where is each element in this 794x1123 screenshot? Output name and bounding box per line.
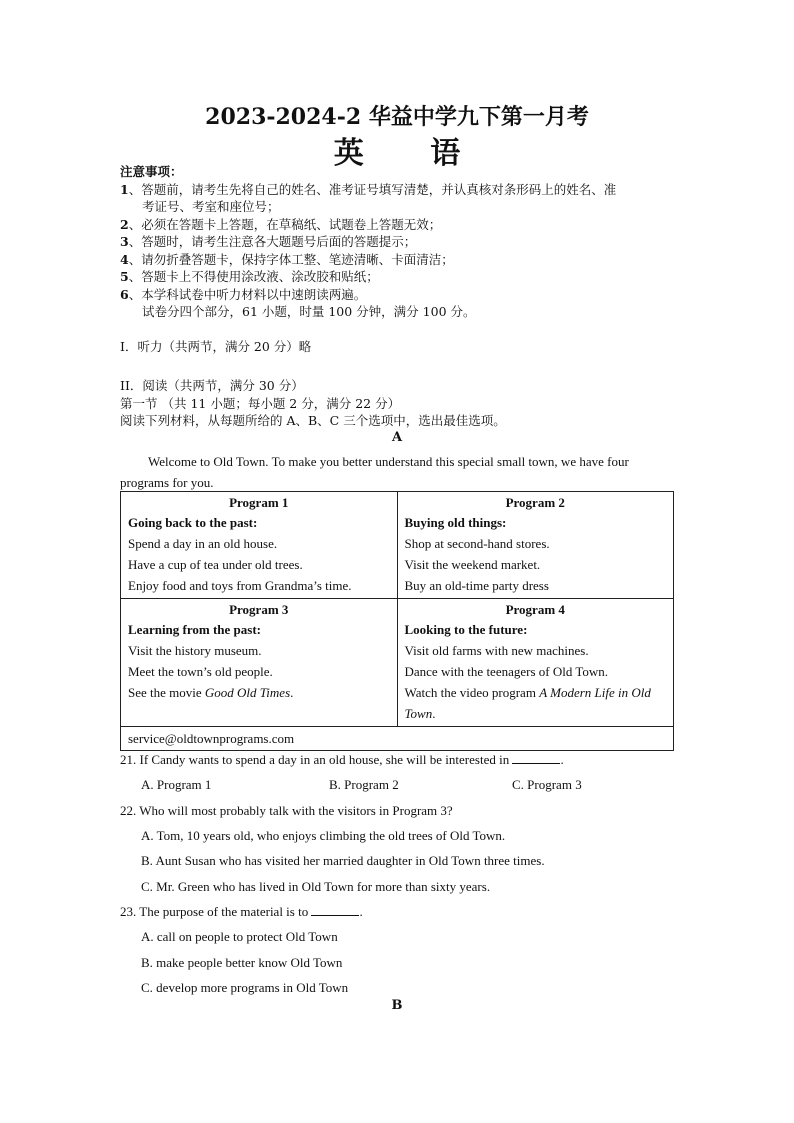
- program-subtitle: Buying old things:: [404, 515, 507, 530]
- program-cell: [397, 599, 674, 727]
- program-line: Meet the town’s old people.: [128, 664, 273, 679]
- note-number: 6: [120, 286, 129, 302]
- program-title: Program 3: [229, 602, 289, 617]
- passage-a-label: A: [391, 430, 403, 445]
- part1-heading: 第一节 （共 11 小题；每小题 2 分，满分 22 分）: [120, 395, 401, 411]
- question-23: [120, 904, 680, 920]
- program-cell: [397, 492, 674, 599]
- program-title: Program 2: [505, 495, 565, 510]
- question-stem: 23. The purpose of the material is to: [120, 904, 309, 919]
- passage-a-intro: Welcome to Old Town. To make you better understand this special small town, we have four programs for you.: [120, 454, 629, 490]
- program-cell: [121, 492, 398, 599]
- question-23-option-a: A. call on people to protect Old Town: [141, 929, 338, 944]
- program-line: Shop at second-hand stores.: [404, 536, 550, 551]
- program-line: Buy an old-time party dress: [404, 578, 549, 593]
- passage-b-label: B: [391, 998, 403, 1013]
- note-text: 、本学科试卷中听力材料以中速朗读两遍。: [128, 286, 367, 302]
- video-prefix: Watch the video program: [404, 685, 540, 700]
- question-end: .: [560, 752, 564, 767]
- note-text: 、必须在答题卡上答题，在草稿纸、试题卷上答题无效；: [128, 216, 442, 232]
- reading-section: [120, 377, 680, 430]
- program-subtitle: Going back to the past:: [128, 515, 258, 530]
- reading-instruction: 阅读下列材料，从每题所给的 A、B、C 三个选项中，选出最佳选项。: [120, 413, 506, 428]
- question-end: .: [359, 904, 363, 919]
- program-line: [128, 682, 390, 703]
- program-title: Program 4: [505, 602, 565, 617]
- note-number: 5: [120, 269, 129, 284]
- question-22-option-a: A. Tom, 10 years old, who enjoys climbing the old trees of Old Town.: [141, 828, 506, 843]
- exam-title: 2023-2024-2 华益中学九下第一月考: [205, 104, 589, 130]
- notes-section: [120, 163, 680, 321]
- question-23-option-c: C. develop more programs in Old Town: [141, 980, 349, 995]
- program-line: Visit old farms with new machines.: [404, 643, 589, 658]
- program-line: [405, 682, 667, 724]
- question-21: [120, 752, 680, 768]
- program-title: Program 1: [229, 495, 289, 510]
- program-line: Have a cup of tea under old trees.: [128, 557, 303, 572]
- listening-section: I．听力（共两节，满分 20 分）略: [120, 339, 312, 354]
- question-23-option-b: B. make people better know Old Town: [141, 955, 343, 970]
- question-22-option-c: C. Mr. Green who has lived in Old Town for more than sixty years.: [141, 879, 491, 894]
- note-continuation: 考证号、考室和座位号；: [142, 199, 280, 214]
- subject-title: 英 语: [333, 136, 489, 171]
- answer-blank: [311, 904, 359, 916]
- note-item: [120, 251, 680, 269]
- question-22: 22. Who will most probably talk with the visitors in Program 3?: [120, 803, 453, 818]
- programs-table: [120, 491, 674, 751]
- program-line: Enjoy food and toys from Grandma’s time.: [128, 578, 352, 593]
- program-subtitle: Learning from the past:: [128, 622, 262, 637]
- exam-info: 试卷分四个部分，61 小题，时量 100 分钟，满分 100 分。: [142, 304, 476, 319]
- program-line: Spend a day in an old house.: [128, 536, 278, 551]
- question-22-option-b: B. Aunt Susan who has visited her married daughter in Old Town three times.: [141, 853, 545, 868]
- note-item: [120, 181, 680, 199]
- program-cell: [121, 599, 398, 727]
- note-text: 、答题卡上不得使用涂改液、涂改胶和贴纸；: [128, 269, 379, 284]
- program-line: Dance with the teenagers of Old Town.: [404, 664, 609, 679]
- note-text: 、请勿折叠答题卡，保持字体工整、笔迹清晰、卡面清洁；: [128, 251, 454, 267]
- reading-heading: II．阅读（共两节，满分 30 分）: [120, 378, 304, 393]
- program-subtitle: Looking to the future:: [404, 622, 528, 637]
- answer-blank: [512, 752, 560, 764]
- note-item: [120, 268, 680, 286]
- note-number: 1: [120, 181, 129, 197]
- option-b: B. Program 2: [329, 777, 399, 792]
- notes-heading: 注意事项：: [120, 164, 183, 179]
- note-item: [120, 216, 680, 234]
- video-suffix: .: [432, 706, 436, 721]
- note-text: 、答题前，请考生先将自己的姓名、准考证号填写清楚，并认真核对条形码上的姓名、准: [128, 181, 617, 197]
- note-item: [120, 233, 680, 251]
- movie-suffix: .: [290, 685, 294, 700]
- question-stem: 21. If Candy wants to spend a day in an old house, she will be interested in: [120, 752, 510, 767]
- movie-title: Good Old Times: [204, 685, 291, 700]
- contact-email: service@oldtownprograms.com: [121, 727, 674, 751]
- option-c: C. Program 3: [512, 777, 582, 792]
- program-line: Visit the weekend market.: [404, 557, 541, 572]
- note-number: 2: [120, 216, 129, 232]
- movie-prefix: See the movie: [128, 685, 205, 700]
- option-a: A. Program 1: [141, 777, 212, 792]
- program-line: Visit the history museum.: [128, 643, 262, 658]
- note-number: 4: [120, 251, 129, 267]
- note-number: 3: [120, 234, 129, 249]
- note-text: 、答题时，请考生注意各大题题号后面的答题提示；: [128, 234, 417, 249]
- note-item: [120, 286, 680, 304]
- video-title: A Modern Life in Old Town: [404, 685, 651, 721]
